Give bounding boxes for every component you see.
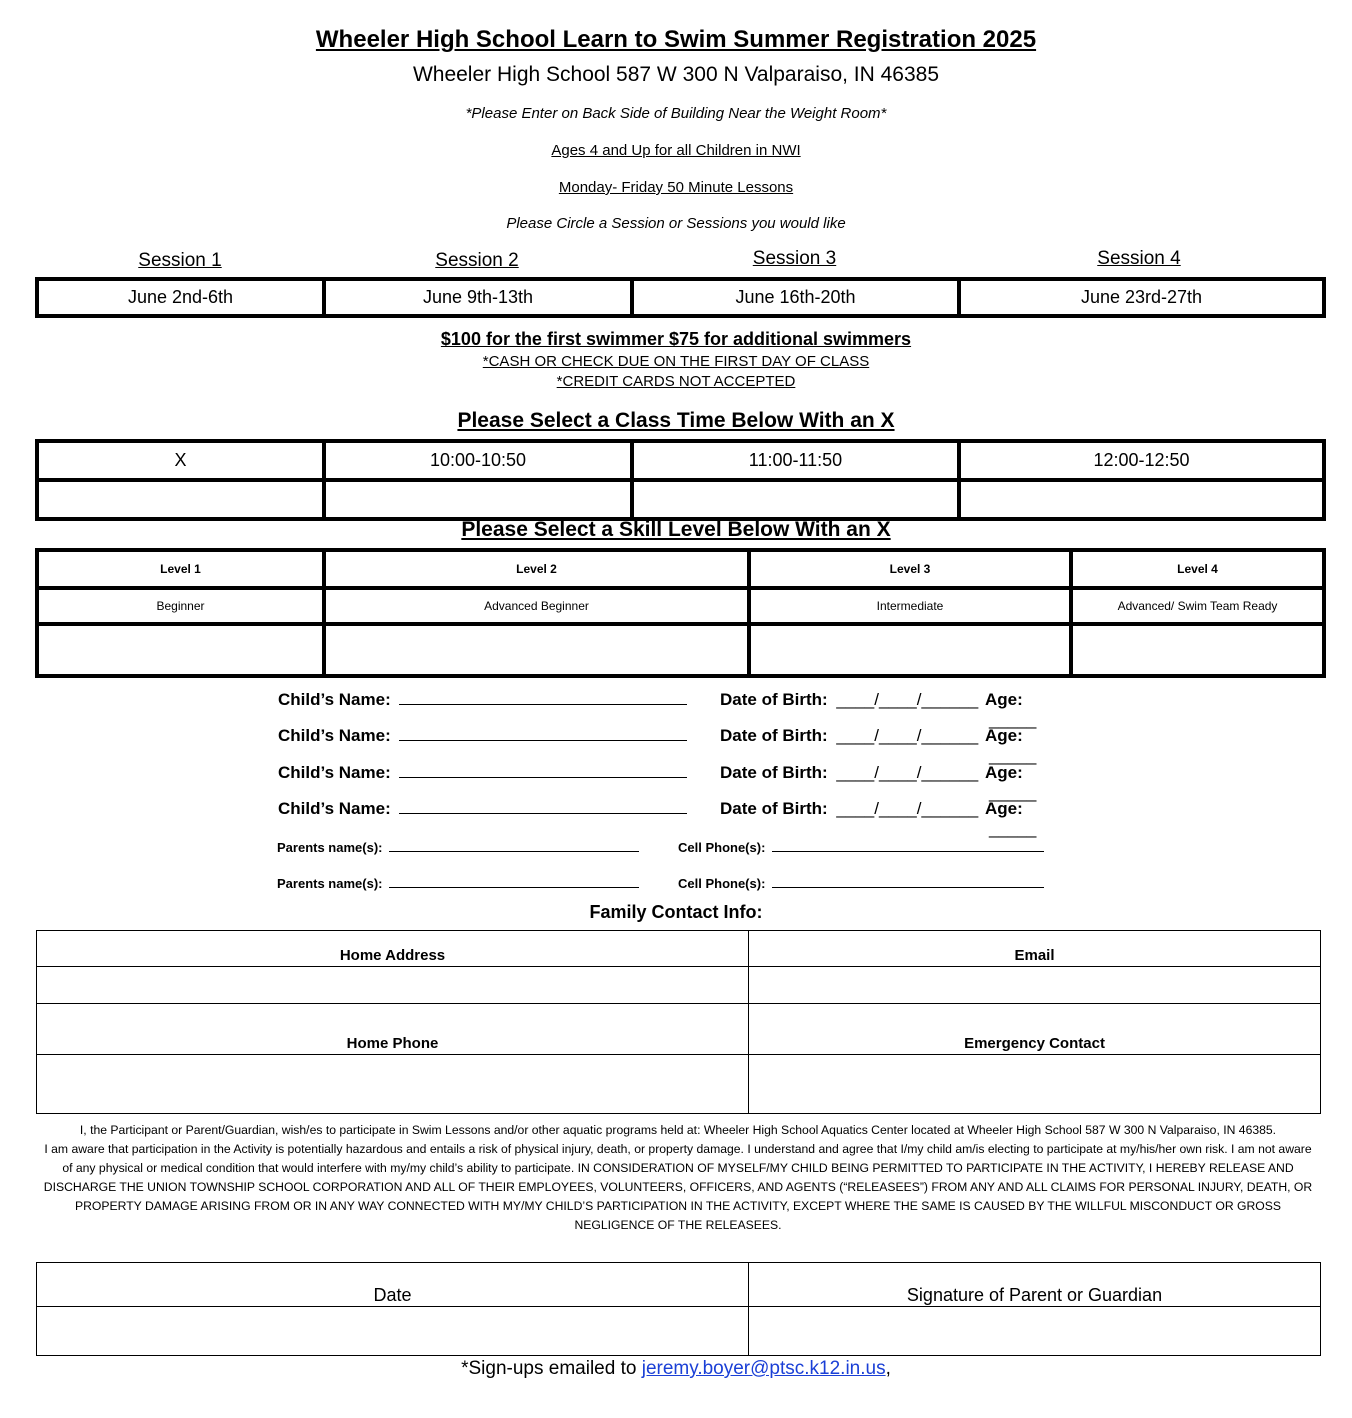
class-time-1000: 10:00-10:50 (324, 441, 632, 480)
dob-label: Date of Birth: (720, 799, 828, 818)
cell-phone-field[interactable] (772, 839, 1044, 852)
sessions-table (35, 277, 1326, 318)
parent-row (277, 839, 639, 855)
card-note: *CREDIT CARDS NOT ACCEPTED (556, 373, 796, 390)
class-time-1100: 11:00-11:50 (632, 441, 959, 480)
class-time-select-cell[interactable] (324, 480, 632, 519)
page-title: Wheeler High School Learn to Swim Summer Registration 2025 (315, 26, 1037, 53)
child-age-row (985, 799, 1078, 839)
skill-level-table (35, 548, 1326, 678)
level-1-name: Level 1 (37, 550, 324, 588)
class-time-heading: Please Select a Class Time Below With an X (457, 409, 895, 432)
child-name-label: Child’s Name: (278, 763, 391, 782)
class-time-select-cell[interactable] (37, 480, 324, 519)
family-contact-heading: Family Contact Info: (589, 902, 763, 922)
date-header: Date (37, 1263, 749, 1307)
skill-level-heading: Please Select a Skill Level Below With an X (461, 518, 891, 541)
child-age-row (985, 726, 1078, 766)
session-3-label: Session 3 (752, 248, 837, 269)
circle-note: Please Circle a Session or Sessions you would like (506, 215, 846, 232)
parent-row (277, 875, 639, 891)
child-name-field[interactable] (399, 763, 687, 778)
emergency-contact-field[interactable] (749, 1055, 1321, 1114)
skill-select-cell[interactable] (1071, 624, 1324, 676)
emergency-contact-header: Emergency Contact (749, 1004, 1321, 1055)
class-time-table (35, 439, 1326, 521)
cell-phone-label: Cell Phone(s): (678, 876, 766, 891)
skill-select-cell[interactable] (37, 624, 324, 676)
child-age-row (985, 763, 1078, 803)
class-time-select-cell[interactable] (959, 480, 1324, 519)
home-phone-header: Home Phone (37, 1004, 749, 1055)
child-name-field[interactable] (399, 799, 687, 814)
child-name-field[interactable] (399, 726, 687, 741)
age-field[interactable]: _____ (989, 783, 1037, 802)
child-dob-row (720, 799, 978, 819)
waiver-paragraph-1: I, the Participant or Parent/Guardian, wish/es to participate in Swim Lessons and/or other aquatic programs held at: Wheeler High School Aquatics Center located at Wheeler High School 587 W 300 N Valparaiso, IN 46385. (79, 1123, 1277, 1137)
children-section (278, 690, 1078, 838)
price-note: $100 for the first swimmer $75 for additional swimmers (440, 329, 912, 349)
schedule-note: Monday- Friday 50 Minute Lessons (558, 179, 794, 196)
level-3-name: Level 3 (749, 550, 1071, 588)
parent-name-label: Parents name(s): (277, 840, 383, 855)
child-name-field[interactable] (399, 690, 687, 705)
child-row (278, 763, 687, 783)
level-1-desc: Beginner (37, 588, 324, 624)
email-header: Email (749, 931, 1321, 967)
ages-note: Ages 4 and Up for all Children in NWI (551, 142, 801, 159)
level-3-desc: Intermediate (749, 588, 1071, 624)
signup-suffix: , (885, 1358, 891, 1379)
parent-name-label: Parents name(s): (277, 876, 383, 891)
age-field[interactable]: _____ (989, 710, 1037, 729)
skill-select-cell[interactable] (749, 624, 1071, 676)
age-field[interactable]: _____ (989, 746, 1037, 765)
signature-table (36, 1262, 1321, 1356)
skill-select-cell[interactable] (324, 624, 749, 676)
waiver-paragraph-2: I am aware that participation in the Activity is potentially hazardous and entails a risk of physical injury, death, or property damage. I understand and agree that I/my child am/is electing to participate at my/his/her own risk. I am not aware of any physical or medical condition that would interfere with my/my child’s ability to participate. IN CONSIDERATION OF MYSELF/MY CHILD BEING PERMITTED TO PARTICIPATE IN THE ACTIVITY, I HEREBY RELEASE AND DISCHARGE THE UNION TOWNSHIP SCHOOL CORPORATION AND ALL OF THEIR EMPLOYEES, VOLUNTEERS, OFFICERS, AND AGENTS (“RELEASEES”) FROM ANY AND ALL CLAIMS FOR PERSONAL INJURY, DEATH, OR PROPERTY DAMAGE ARISING FROM OR IN ANY WAY CONNECTED WITH MY/MY CHILD’S PARTICIPATION IN THE ACTIVITY, EXCEPT WHERE THE SAME IS CAUSED BY THE WILLFUL MISCONDUCT OR GROSS NEGLIGENCE OF THE RELEASEES. (43, 1142, 1313, 1232)
parent-phone-row (678, 875, 1044, 891)
dob-label: Date of Birth: (720, 726, 828, 745)
session-1-dates[interactable]: June 2nd-6th (37, 279, 324, 316)
session-2-dates[interactable]: June 9th-13th (324, 279, 632, 316)
cell-phone-field[interactable] (772, 875, 1044, 888)
family-contact-table (36, 930, 1321, 1114)
signature-header: Signature of Parent or Guardian (749, 1263, 1321, 1307)
signup-prefix: *Sign-ups emailed to (461, 1358, 642, 1379)
waiver-text (38, 1121, 1318, 1235)
age-label: Age: (985, 690, 1023, 709)
session-4-label: Session 4 (1097, 248, 1181, 269)
class-time-x-header: X (37, 441, 324, 480)
dob-field[interactable]: ____/____/______ (836, 763, 979, 782)
age-label: Age: (985, 726, 1023, 745)
session-2-label: Session 2 (435, 250, 519, 271)
session-1-label: Session 1 (138, 250, 222, 271)
child-name-label: Child’s Name: (278, 690, 391, 709)
age-field[interactable]: _____ (989, 819, 1037, 838)
child-dob-row (720, 763, 978, 783)
dob-field[interactable]: ____/____/______ (836, 726, 979, 745)
child-row (278, 690, 687, 710)
signature-field[interactable] (749, 1307, 1321, 1356)
email-field[interactable] (749, 967, 1321, 1004)
parent-name-field[interactable] (389, 839, 639, 852)
level-2-name: Level 2 (324, 550, 749, 588)
entry-note: *Please Enter on Back Side of Building Near the Weight Room* (465, 105, 887, 122)
level-2-desc: Advanced Beginner (324, 588, 749, 624)
home-phone-field[interactable] (37, 1055, 749, 1114)
child-row (278, 799, 687, 819)
child-dob-row (720, 726, 978, 746)
signup-email-link[interactable]: jeremy.boyer@ptsc.k12.in.us (641, 1358, 886, 1379)
age-label: Age: (985, 763, 1023, 782)
session-4-dates[interactable]: June 23rd-27th (959, 279, 1324, 316)
parent-name-field[interactable] (389, 875, 639, 888)
payment-note: *CASH OR CHECK DUE ON THE FIRST DAY OF CLASS (482, 353, 870, 370)
child-name-label: Child’s Name: (278, 726, 391, 745)
home-address-field[interactable] (37, 967, 749, 1004)
age-label: Age: (985, 799, 1023, 818)
dob-field[interactable]: ____/____/______ (836, 690, 979, 709)
class-time-1200: 12:00-12:50 (959, 441, 1324, 480)
cell-phone-label: Cell Phone(s): (678, 840, 766, 855)
dob-label: Date of Birth: (720, 763, 828, 782)
level-4-name: Level 4 (1071, 550, 1324, 588)
session-3-dates[interactable]: June 16th-20th (632, 279, 959, 316)
dob-label: Date of Birth: (720, 690, 828, 709)
child-name-label: Child’s Name: (278, 799, 391, 818)
child-dob-row (720, 690, 978, 710)
level-4-desc: Advanced/ Swim Team Ready (1071, 588, 1324, 624)
child-row (278, 726, 687, 746)
date-field[interactable] (37, 1307, 749, 1356)
dob-field[interactable]: ____/____/______ (836, 799, 979, 818)
signup-email-line (0, 1358, 1352, 1380)
school-address: Wheeler High School 587 W 300 N Valparaiso, IN 46385 (412, 63, 940, 86)
parent-phone-row (678, 839, 1044, 855)
class-time-select-cell[interactable] (632, 480, 959, 519)
home-address-header: Home Address (37, 931, 749, 967)
child-age-row (985, 690, 1078, 730)
